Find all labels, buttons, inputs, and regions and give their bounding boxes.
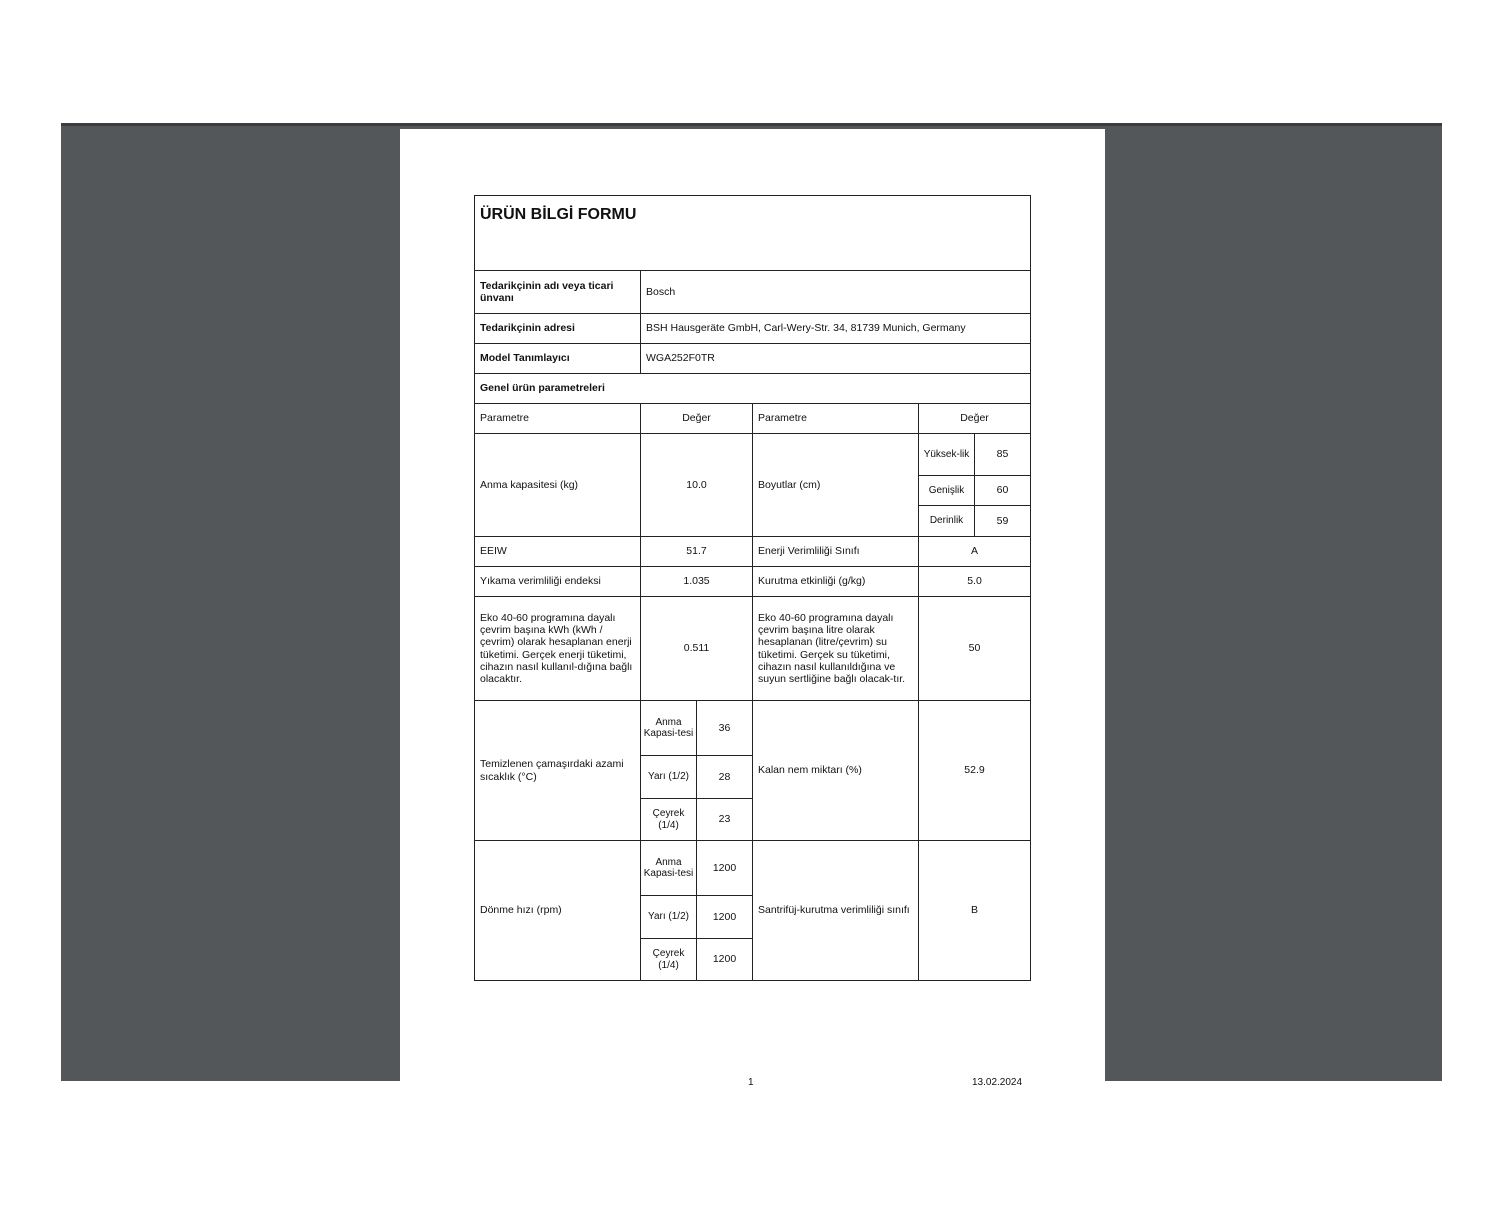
max-temp-half-value: 28: [697, 756, 753, 799]
max-temp-quarter-value: 23: [697, 799, 753, 841]
water-consumption-value: 50: [919, 597, 1031, 701]
spin-speed-quarter-label: Çeyrek (1/4): [641, 939, 697, 981]
water-consumption-label: Eko 40-60 programına dayalı çevrim başına litre olarak hesaplanan (litre/çevrim) su tüketimi. Gerçek su tüketimi, cihazın nasıl kullanıldığına ve suyun sertliğine bağlı olacak-tır.: [753, 597, 919, 701]
supplier-name: Bosch: [641, 271, 1031, 314]
washing-index-label: Yıkama verimliliği endeksi: [475, 567, 641, 597]
col-header-value-right: Değer: [919, 404, 1031, 434]
col-header-value-left: Değer: [641, 404, 753, 434]
supplier-address: BSH Hausgeräte GmbH, Carl-Wery-Str. 34, 81739 Munich, Germany: [641, 314, 1031, 344]
energy-consumption-label: Eko 40-60 programına dayalı çevrim başına kWh (kWh / çevrim) olarak hesaplanan enerji tüketimi. Gerçek enerji tüketimi, cihazın nasıl kullanıl-dığına bağlı olacaktır.: [475, 597, 641, 701]
col-header-param-left: Parametre: [475, 404, 641, 434]
depth-value: 59: [975, 506, 1031, 537]
spin-speed-half-value: 1200: [697, 896, 753, 939]
spin-speed-label: Dönme hızı (rpm): [475, 841, 641, 981]
max-temp-label: Temizlenen çamaşırdaki azami sıcaklık (°C): [475, 701, 641, 841]
capacity-label: Anma kapasitesi (kg): [475, 434, 641, 537]
spin-speed-rated-value: 1200: [697, 841, 753, 896]
model-identifier: WGA252F0TR: [641, 344, 1031, 374]
max-temp-rated-value: 36: [697, 701, 753, 756]
capacity-value: 10.0: [641, 434, 753, 537]
page-number: 1: [748, 1077, 754, 1088]
spin-speed-half-label: Yarı (1/2): [641, 896, 697, 939]
general-params-heading: Genel ürün parametreleri: [475, 374, 1031, 404]
supplier-name-label: Tedarikçinin adı veya ticari ünvanı: [475, 271, 641, 314]
spin-speed-rated-label: Anma Kapasi-tesi: [641, 841, 697, 896]
document-viewer: [61, 123, 1442, 1088]
col-header-param-right: Parametre: [753, 404, 919, 434]
eeiw-label: EEIW: [475, 537, 641, 567]
moisture-value: 52.9: [919, 701, 1031, 841]
energy-class-label: Enerji Verimliliği Sınıfı: [753, 537, 919, 567]
spin-speed-quarter-value: 1200: [697, 939, 753, 981]
dimensions-label: Boyutlar (cm): [753, 434, 919, 537]
width-value: 60: [975, 476, 1031, 506]
energy-class-value: A: [919, 537, 1031, 567]
form-title: ÜRÜN BİLGİ FORMU: [475, 196, 1031, 271]
model-label: Model Tanımlayıcı: [475, 344, 641, 374]
drying-efficiency-value: 5.0: [919, 567, 1031, 597]
supplier-address-label: Tedarikçinin adresi: [475, 314, 641, 344]
depth-label: Derinlik: [919, 506, 975, 537]
spin-class-value: B: [919, 841, 1031, 981]
max-temp-quarter-label: Çeyrek (1/4): [641, 799, 697, 841]
max-temp-rated-label: Anma Kapasi-tesi: [641, 701, 697, 756]
document-date: 13.02.2024: [972, 1077, 1023, 1088]
energy-consumption-value: 0.511: [641, 597, 753, 701]
height-label: Yüksek-lik: [919, 434, 975, 476]
eeiw-value: 51.7: [641, 537, 753, 567]
document-page: [400, 129, 1105, 1089]
drying-efficiency-label: Kurutma etkinliği (g/kg): [753, 567, 919, 597]
product-info-table: [474, 195, 1031, 981]
max-temp-half-label: Yarı (1/2): [641, 756, 697, 799]
washing-index-value: 1.035: [641, 567, 753, 597]
height-value: 85: [975, 434, 1031, 476]
width-label: Genişlik: [919, 476, 975, 506]
spin-class-label: Santrifüj-kurutma verimliliği sınıfı: [753, 841, 919, 981]
moisture-label: Kalan nem miktarı (%): [753, 701, 919, 841]
